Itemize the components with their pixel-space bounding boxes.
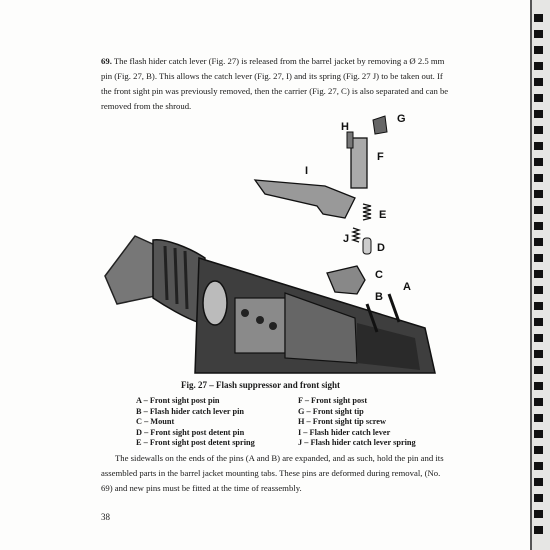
legend-item: B – Flash hider catch lever pin — [136, 406, 245, 416]
legend-right-column — [298, 396, 416, 449]
legend-item: E – Front sight post detent spring — [136, 438, 255, 447]
label-i: I — [305, 165, 309, 177]
label-a: A — [403, 281, 411, 293]
figure-caption: Fig. 27 – Flash suppressor and front sight — [181, 380, 341, 390]
flash-suppressor-illustration — [105, 236, 435, 373]
label-b: B — [375, 291, 383, 303]
legend-left-column — [136, 396, 255, 449]
detent-pin-part — [363, 238, 371, 254]
legend-item: I – Flash hider catch lever — [298, 427, 391, 437]
label-e: E — [379, 209, 387, 221]
label-d: D — [377, 242, 385, 254]
catch-lever-spring-part — [353, 228, 359, 242]
spiral-binding — [472, 0, 550, 550]
exploded-view-figure — [95, 108, 450, 378]
legend-item: J – Flash hider catch lever spring — [298, 438, 416, 447]
paragraph-69-text: The flash hider catch lever (Fig. 27) is released from the barrel jacket by removing a Ø 2.5 mm pin (Fig. 27, B). This allows the catch lever (Fig. 27, I) and its spring (Fig. 27 J) to be taken out. If the front sight pin was previously removed, then the carrier (Fig. 27, C) is also separated and can be removed from the shroud. — [101, 56, 449, 111]
label-j: J — [343, 233, 350, 245]
paragraph-number: 69. — [101, 56, 112, 66]
page-number: 38 — [101, 512, 110, 522]
label-f: F — [377, 151, 384, 163]
label-h: H — [341, 121, 349, 133]
catch-lever-part — [255, 180, 355, 218]
front-sight-tip-screw-part — [347, 132, 353, 148]
detent-spring-part — [363, 204, 371, 220]
legend-item: A – Front sight post pin — [136, 396, 220, 405]
front-sight-tip-part — [373, 116, 387, 134]
legend-item: G – Front sight tip — [298, 406, 364, 416]
legend-item: H – Front sight tip screw — [298, 417, 386, 426]
paragraph-69 — [101, 54, 449, 114]
legend-item: F – Front sight post — [298, 396, 368, 405]
paragraph-pins: The sidewalls on the ends of the pins (A and B) are expanded, and as such, hold the pin and its assembled parts in the barrel jacket mounting tabs. These pins are deformed during removal, (No. 69) and new pins must be fitted at the time of reassembly. — [101, 453, 444, 493]
label-g: G — [397, 113, 406, 125]
label-c: C — [375, 269, 383, 281]
mount-part — [327, 266, 365, 294]
legend-item: C – Mount — [136, 417, 175, 426]
legend-item: D – Front sight post detent pin — [136, 427, 245, 437]
